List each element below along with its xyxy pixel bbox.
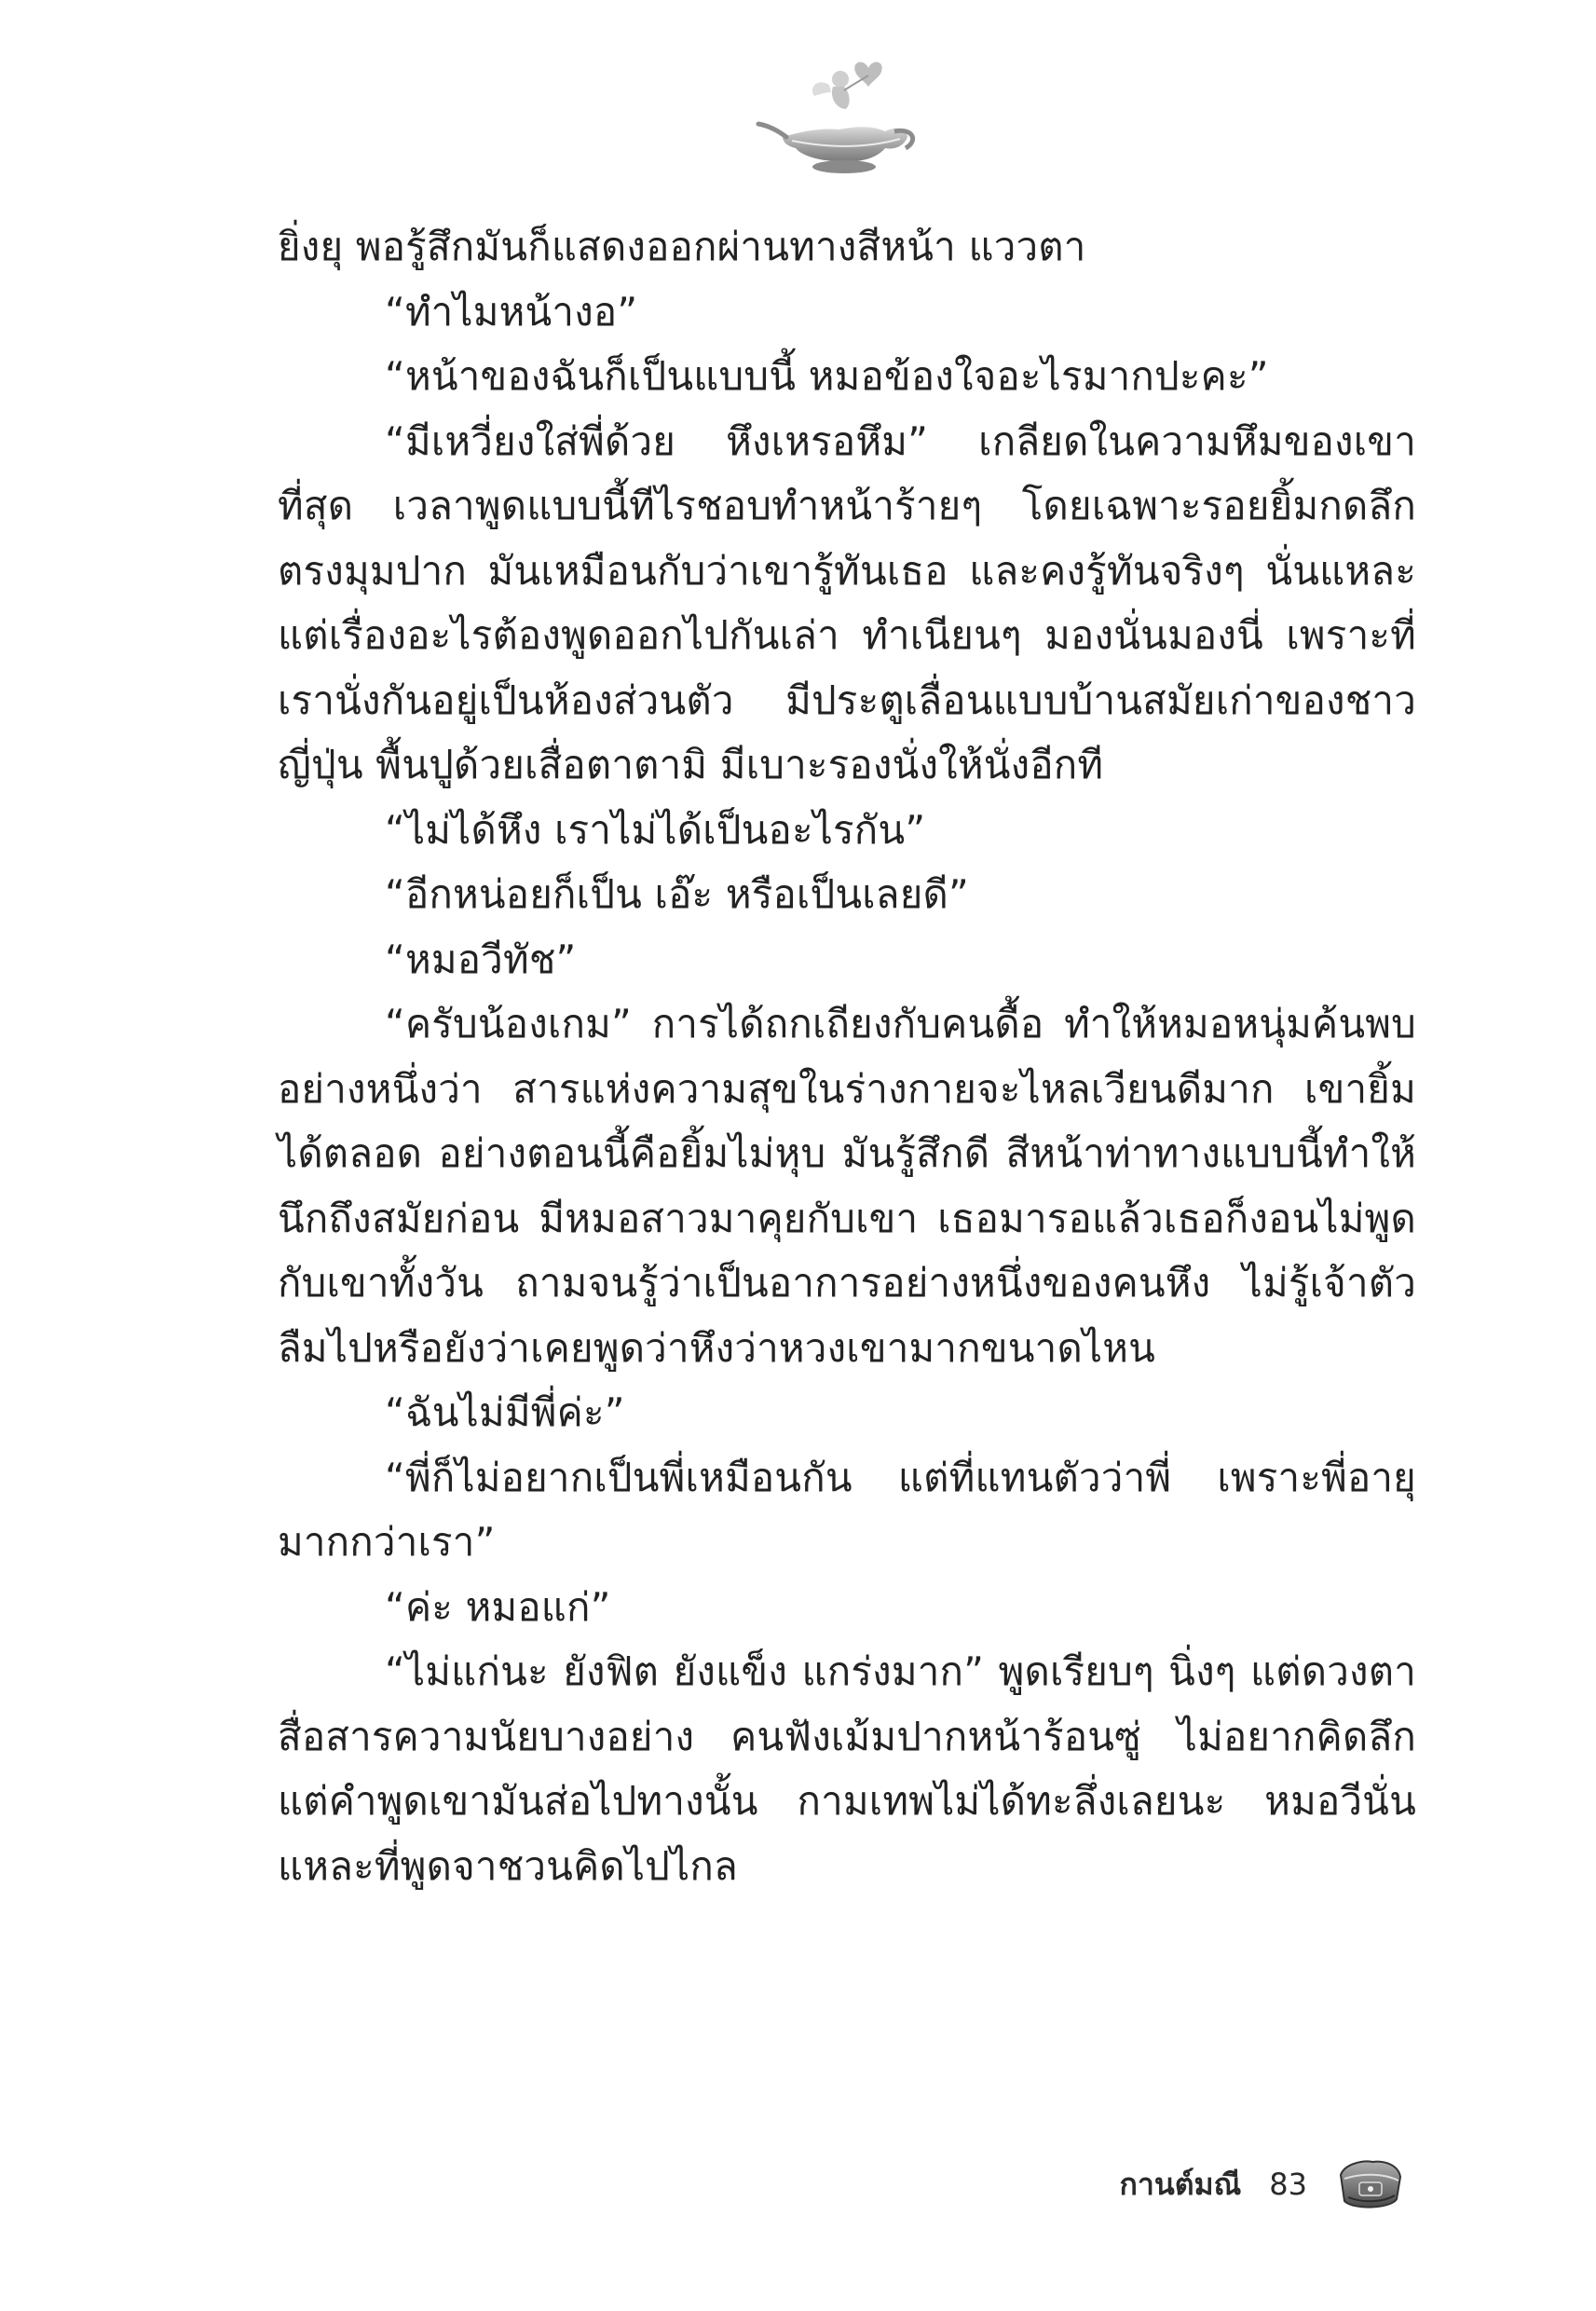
cupid-on-magic-lamp-icon <box>755 51 922 182</box>
page-footer <box>1120 2154 1406 2214</box>
author-name: กานต์มณี <box>1119 2166 1242 2202</box>
body-text <box>278 214 1416 1898</box>
ornate-jewel-box-icon <box>1335 2154 1405 2214</box>
paragraph: “หมอวีทัช” <box>385 936 577 982</box>
paragraph: “หน้าของฉันก็เป็นแบบนี้ หมอข้องใจอะไรมากปะคะ” <box>385 353 1269 399</box>
paragraph: “ครับน้องเกม” การได้ถกเถียงกับคนดื้อ ทำให้หมอหนุ่มค้นพบอย่างหนึ่งว่า สารแห่งความสุขในร่างกายจะไหลเวียนดีมาก เขายิ้มได้ตลอด อย่างตอนนี้คือยิ้มไม่หุบ มันรู้สึกดี สีหน้าท่าทางแบบนี้ทำให้นึกถึงสมัยก่อน มีหมอสาวมาคุยกับเขา เธอมารอแล้วเธอก็งอนไม่พูดกับเขาทั้งวัน ถามจนรู้ว่าเป็นอาการอย่างหนึ่งของคนหึง ไม่รู้เจ้าตัวลืมไปหรือยังว่าเคยพูดว่าหึงว่าหวงเขามากขนาดไหน <box>278 1001 1416 1371</box>
paragraph: “พี่ก็ไม่อยากเป็นพี่เหมือนกัน แต่ที่แทนตัวว่าพี่ เพราะพี่อายุมากกว่าเรา” <box>278 1454 1416 1565</box>
paragraph: “ค่ะ หมอแก่” <box>385 1583 611 1630</box>
paragraph: “ไม่ได้หึง เราไม่ได้เป็นอะไรกัน” <box>385 806 926 853</box>
paragraph: “มีเหวี่ยงใส่พี่ด้วย หึงเหรอหึม” เกลียดในความหึมของเขาที่สุด เวลาพูดแบบนี้ทีไรชอบทำหน้าร้ายๆ โดยเฉพาะรอยยิ้มกดลึกตรงมุมปาก มันเหมือนกับว่าเขารู้ทันเธอ และคงรู้ทันจริงๆ นั่นแหละ แต่เรื่องอะไรต้องพูดออกไปกันเล่า ทำเนียนๆ มองนั่นมองนี่ เพราะที่เรานั่งกันอยู่เป็นห้องส่วนตัว มีประตูเลื่อนแบบบ้านสมัยเก่าของชาวญี่ปุ่น พื้นปูด้วยเสื่อตาตามิ มีเบาะรองนั่งให้นั่งอีกที <box>278 417 1416 787</box>
paragraph: ยิ่งยุ พอรู้สึกมันก็แสดงออกผ่านทางสีหน้า แววตา <box>278 224 1086 269</box>
paragraph: “ไม่แก่นะ ยังฟิต ยังแข็ง แกร่งมาก” พูดเรียบๆ นิ่งๆ แต่ดวงตาสื่อสารความนัยบางอย่าง คนฟังเม้มปากหน้าร้อนซู่ ไม่อยากคิดลึกแต่คำพูดเขามันส่อไปทางนั้น กามเทพไม่ได้ทะลึ่งเลยนะ หมอวีนั่นแหละที่พูดจาชวนคิดไปไกล <box>278 1648 1416 1889</box>
page-number: 83 <box>1269 2167 1307 2202</box>
paragraph: “ทำไมหน้างอ” <box>385 288 638 335</box>
paragraph: “ฉันไม่มีพี่ค่ะ” <box>385 1389 625 1435</box>
paragraph: “อีกหน่อยก็เป็น เอ๊ะ หรือเป็นเลยดี” <box>385 871 969 917</box>
